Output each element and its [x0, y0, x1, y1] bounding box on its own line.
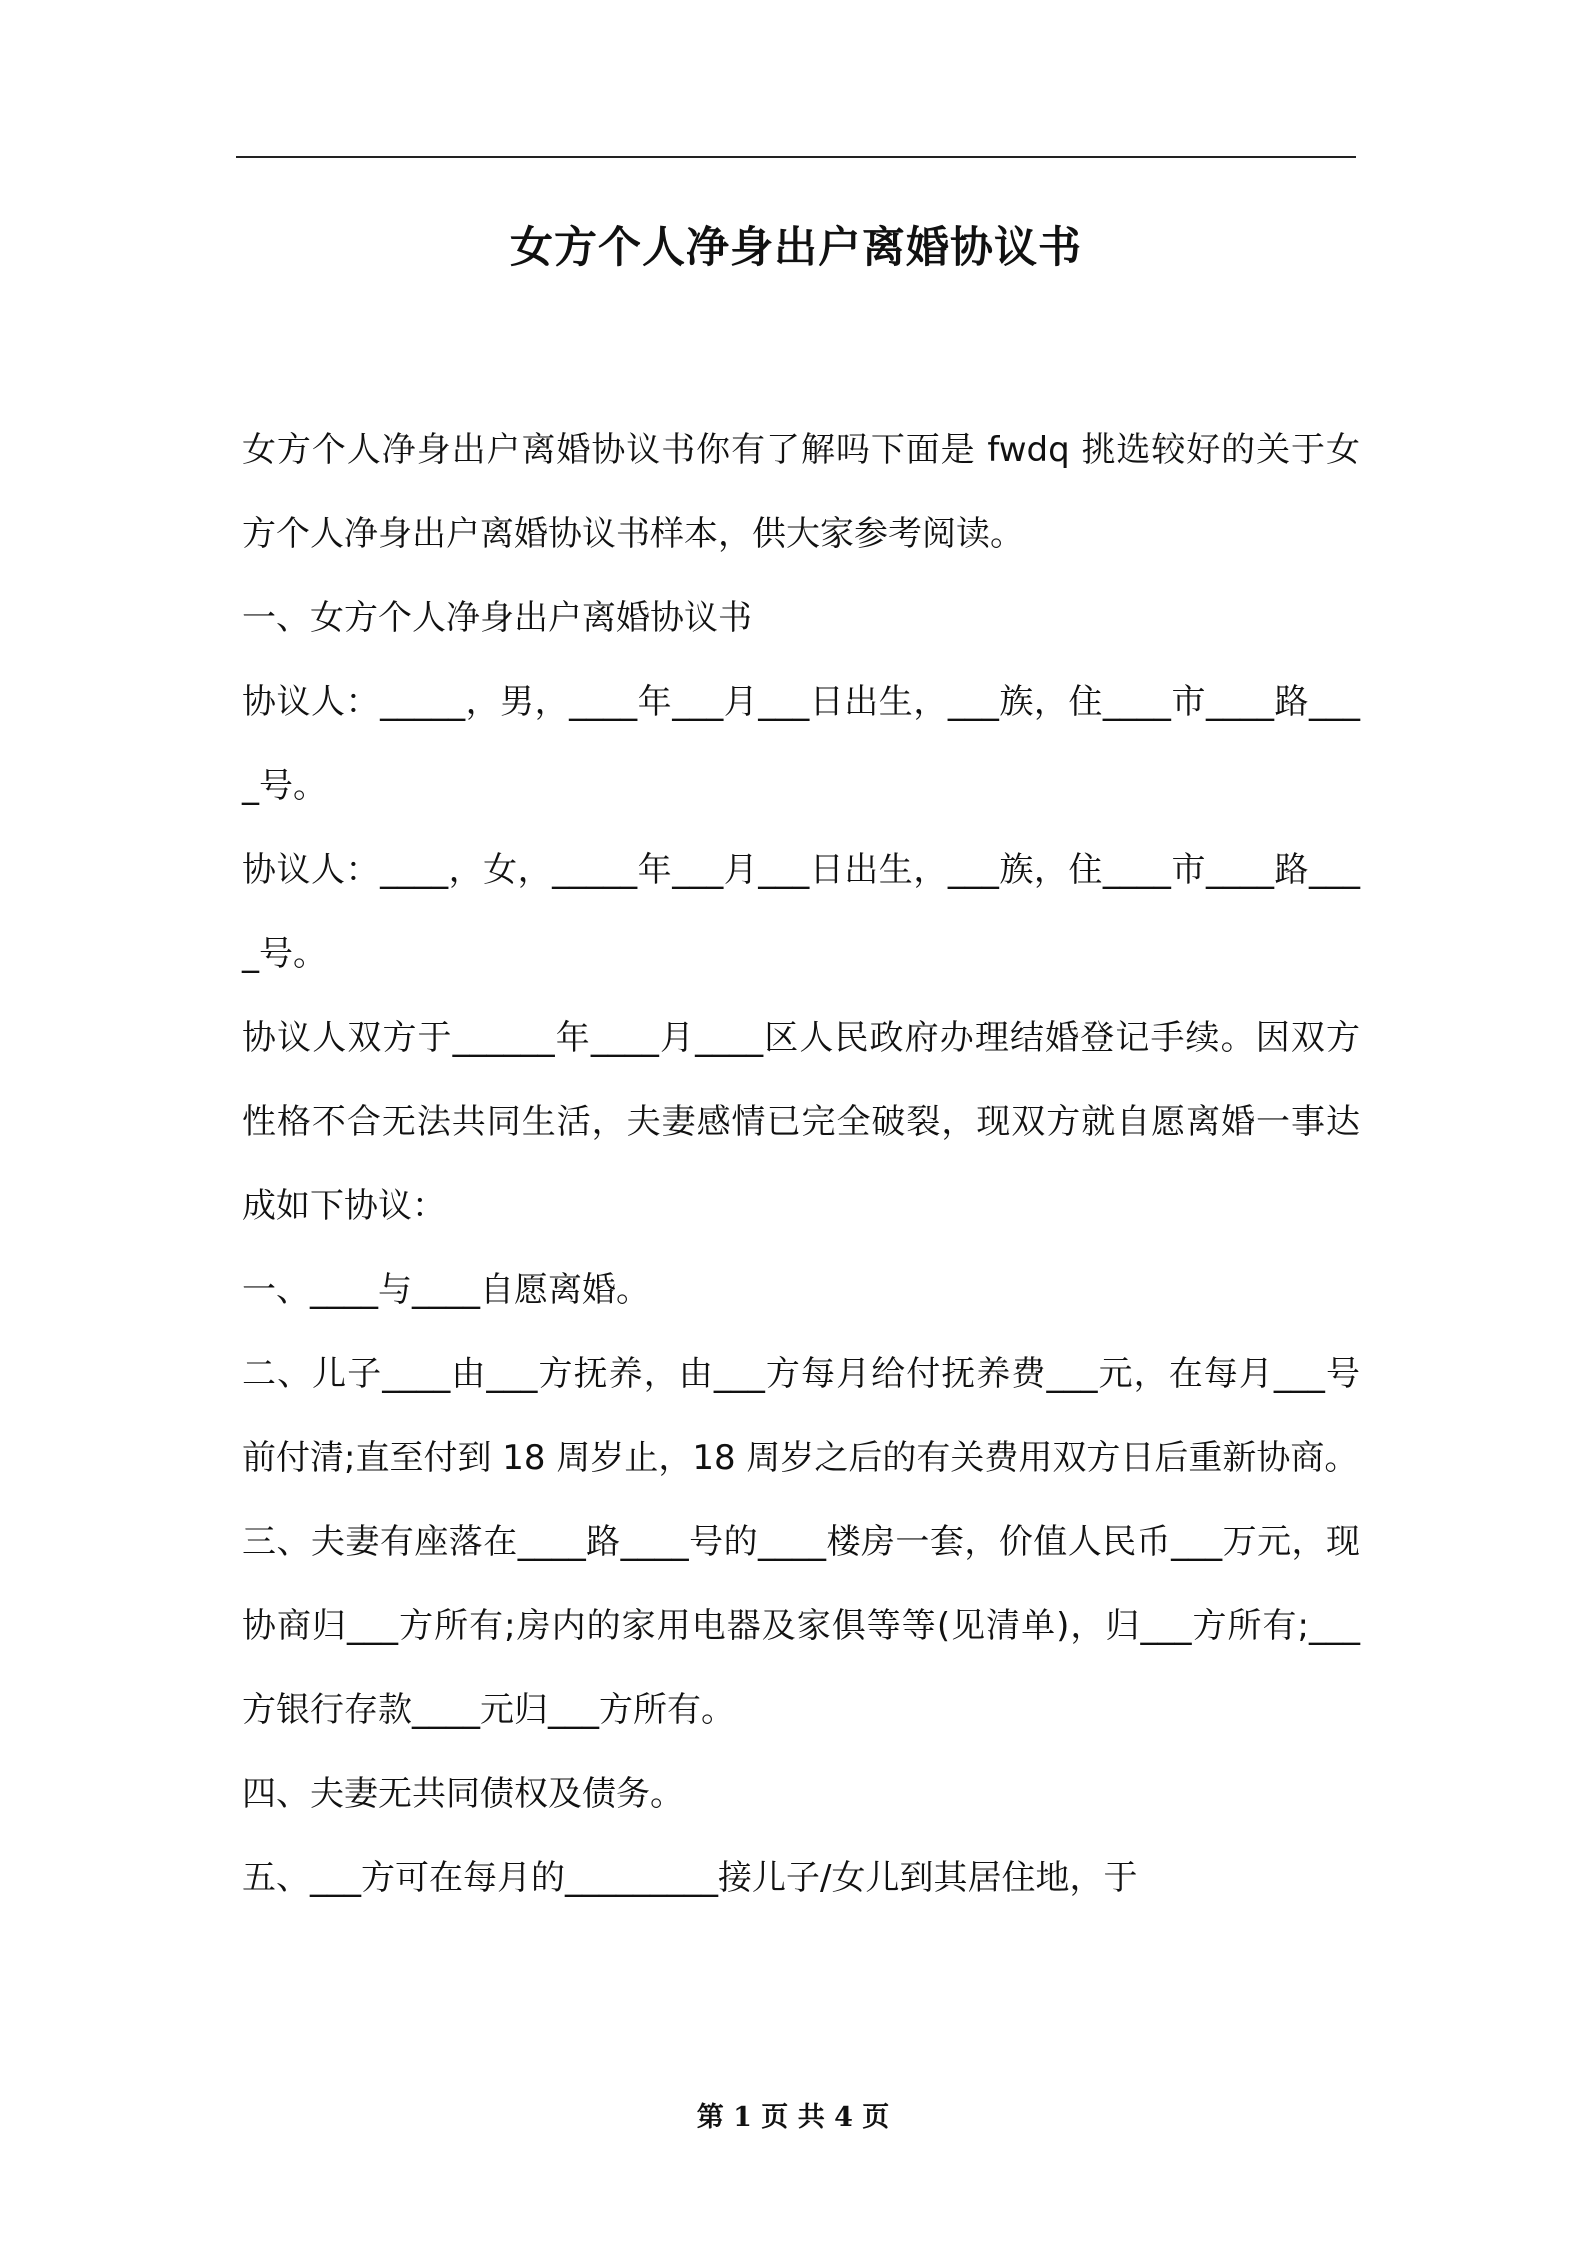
clause-4: 四、夫妻无共同债权及债务。: [242, 1774, 684, 1814]
marriage-registration-paragraph: 协议人双方于______年____月____区人民政府办理结婚登记手续。因双方性格不合无法共同生活，夫妻感情已完全破裂，现双方就自愿离婚一事达成如下协议：: [242, 1018, 1360, 1226]
clause-1: 一、____与____自愿离婚。: [242, 1270, 650, 1310]
clause-3: 三、夫妻有座落在____路____号的____楼房一套，价值人民币___万元，现协商归___方所有;房内的家用电器及家俱等等(见清单)，归___方所有;___方银行存款____元归___方所有。: [242, 1522, 1360, 1730]
party-male-paragraph: 协议人：_____，男，____年___月___日出生，___族，住____市____路____号。: [242, 682, 1360, 806]
header-rule: [236, 156, 1356, 158]
party-female-paragraph: 协议人：____，女，_____年___月___日出生，___族，住____市____路____号。: [242, 850, 1360, 974]
section-heading: 一、女方个人净身出户离婚协议书: [242, 598, 752, 638]
document-title: 女方个人净身出户离婚协议书: [510, 223, 1082, 273]
page-number-footer: 第 1 页 共 4 页: [696, 2102, 890, 2133]
clause-2: 二、儿子____由___方抚养，由___方每月给付抚养费___元，在每月___号前付清;直至付到 18 周岁止，18 周岁之后的有关费用双方日后重新协商。: [242, 1354, 1360, 1478]
intro-paragraph: 女方个人净身出户离婚协议书你有了解吗下面是 fwdq 挑选较好的关于女方个人净身出户离婚协议书样本，供大家参考阅读。: [242, 430, 1360, 554]
clause-5: 五、___方可在每月的_________接儿子/女儿到其居住地，于: [242, 1858, 1138, 1898]
document-body: [242, 408, 1360, 1920]
